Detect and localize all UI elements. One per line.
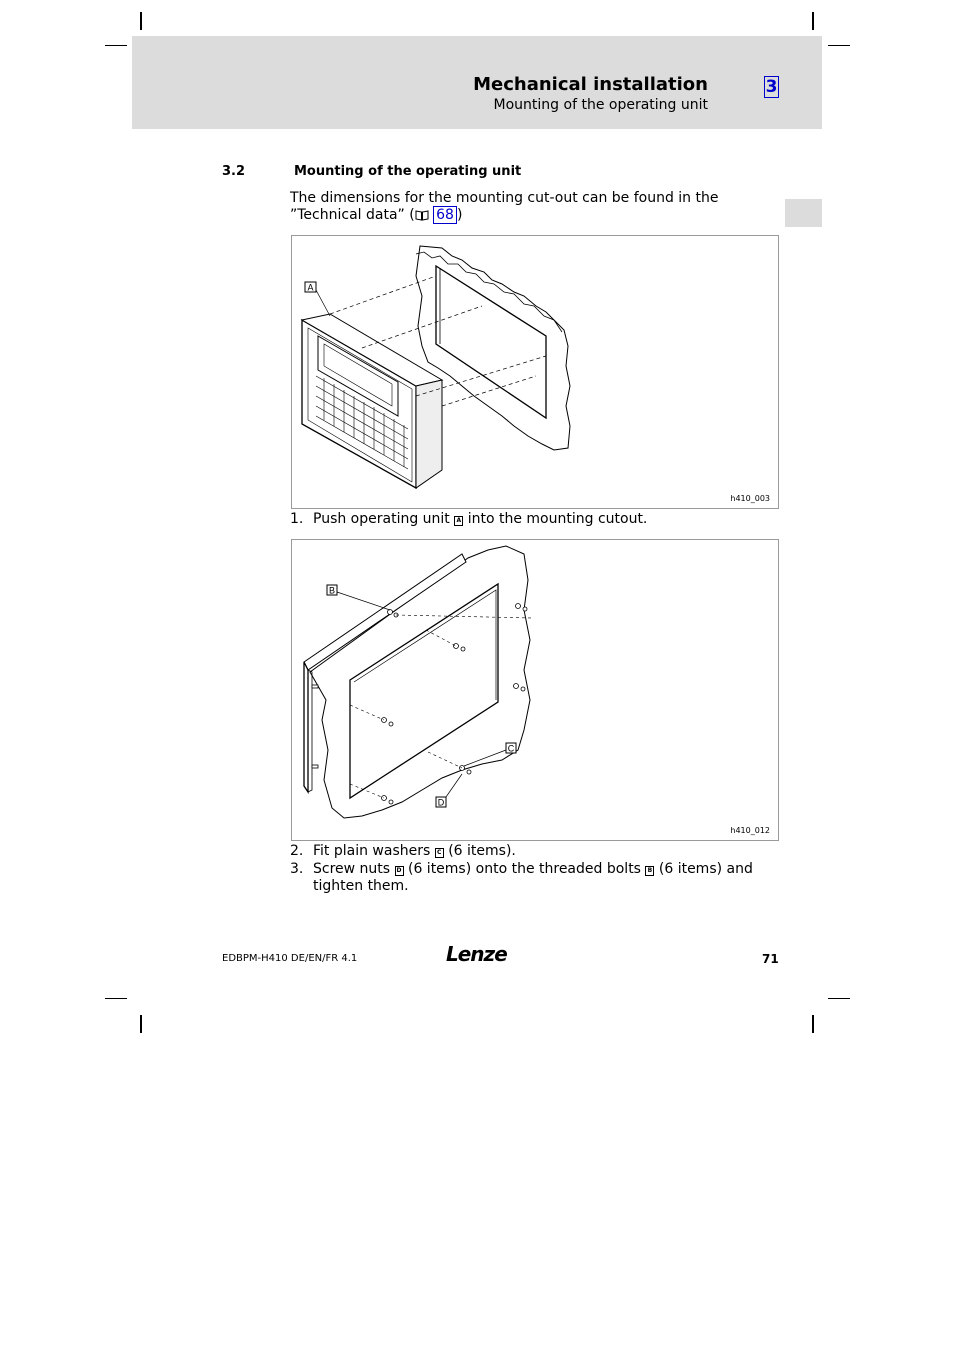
lenze-logo: Lenze bbox=[446, 942, 507, 966]
figure-2-drawing bbox=[292, 540, 778, 840]
label-c: C bbox=[507, 743, 515, 754]
label-b: B bbox=[328, 585, 336, 596]
step-text: Fit plain washers C (6 items). bbox=[313, 843, 516, 859]
crop-mark bbox=[105, 998, 127, 999]
step-number: 1. bbox=[290, 511, 304, 527]
intro-close: ) bbox=[456, 207, 463, 223]
book-icon bbox=[415, 209, 429, 226]
page-number: 71 bbox=[762, 952, 779, 966]
side-tab-marker bbox=[785, 199, 822, 227]
crop-mark bbox=[140, 12, 142, 30]
figure-mounting-cutout bbox=[291, 235, 779, 509]
crop-mark bbox=[828, 45, 850, 46]
crop-mark bbox=[105, 45, 127, 46]
page-subtitle: Mounting of the operating unit bbox=[493, 97, 708, 113]
crop-mark bbox=[812, 12, 814, 30]
section-number: 3.2 bbox=[222, 164, 246, 179]
step-text: Screw nuts D (6 items) onto the threaded bolts B (6 items) and tighten them. bbox=[313, 861, 753, 894]
page-reference-link[interactable]: 68 bbox=[433, 206, 457, 224]
document-id: EDBPM-H410 DE/EN/FR 4.1 bbox=[222, 953, 358, 964]
section-title: Mounting of the operating unit bbox=[294, 164, 522, 179]
tag-d-icon: D bbox=[395, 866, 404, 876]
tag-a-icon: A bbox=[454, 516, 463, 526]
figure-1-drawing bbox=[292, 236, 778, 508]
tag-c-icon: C bbox=[435, 848, 444, 858]
chapter-number[interactable]: 3 bbox=[765, 77, 778, 97]
step-text: Push operating unit A into the mounting cutout. bbox=[313, 511, 648, 527]
label-d: D bbox=[437, 797, 445, 808]
crop-mark bbox=[140, 1015, 142, 1033]
step-number: 2. bbox=[290, 843, 304, 859]
figure-fastening bbox=[291, 539, 779, 841]
step-number: 3. bbox=[290, 861, 304, 877]
page-title: Mechanical installation bbox=[473, 74, 708, 95]
intro-text: The dimensions for the mounting cut-out can be found in the ”Technical data” ( bbox=[290, 190, 719, 223]
figure-code: h410_012 bbox=[730, 826, 770, 835]
intro-paragraph bbox=[290, 190, 782, 226]
crop-mark bbox=[828, 998, 850, 999]
label-a: A bbox=[307, 282, 314, 293]
figure-code: h410_003 bbox=[730, 494, 770, 503]
crop-mark bbox=[812, 1015, 814, 1033]
tag-b-icon: B bbox=[645, 866, 654, 876]
